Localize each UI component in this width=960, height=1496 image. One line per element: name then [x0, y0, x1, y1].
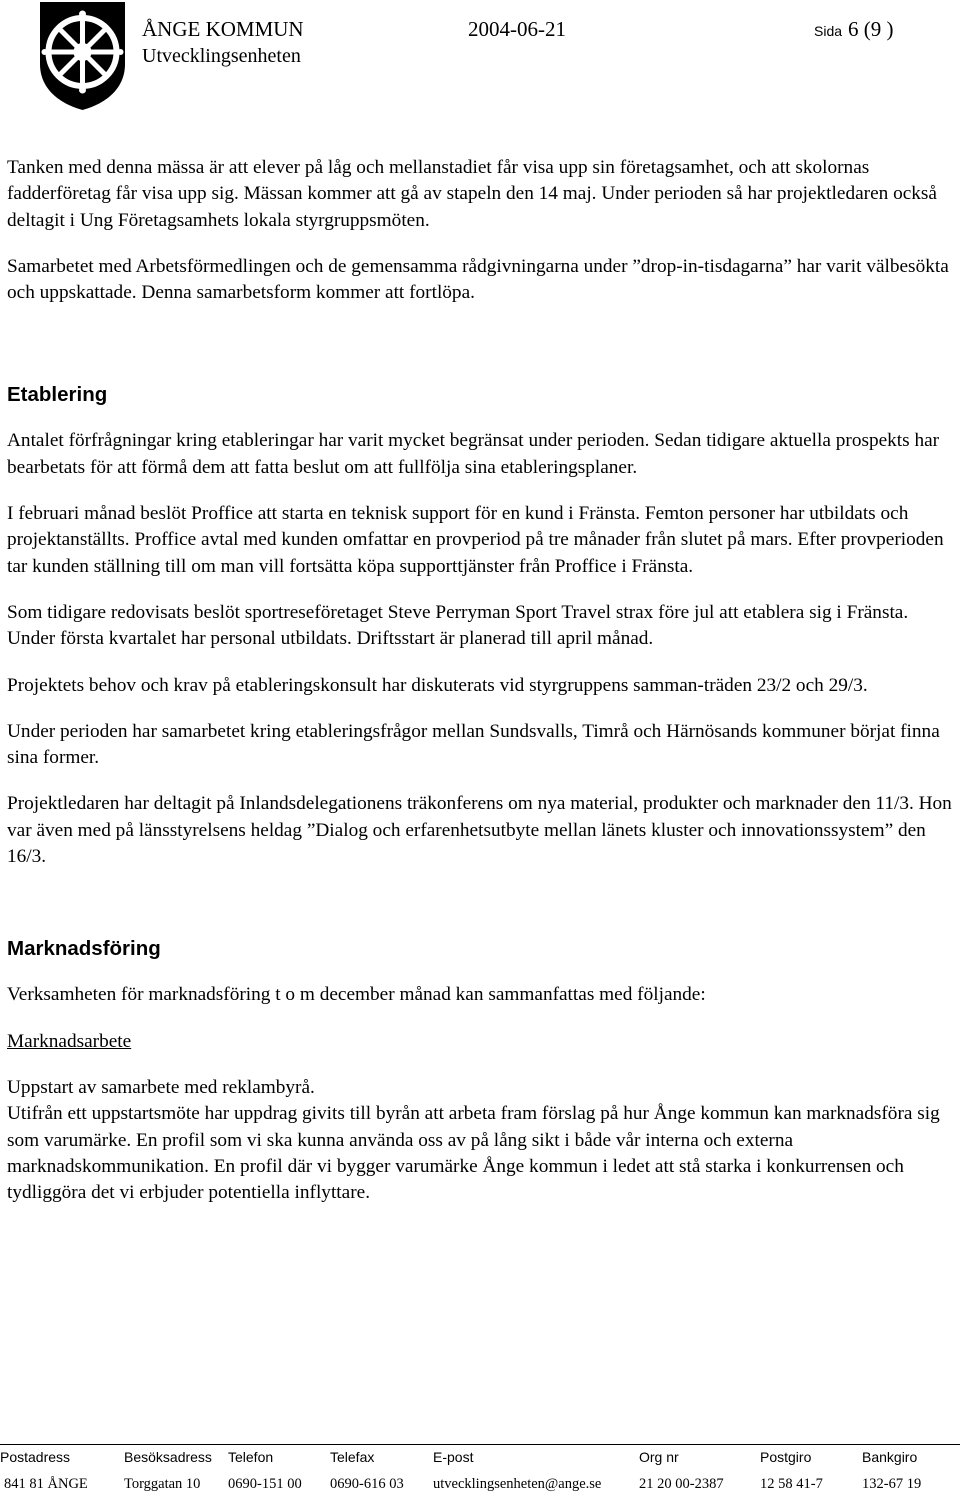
- footer-label: E-post: [433, 1449, 474, 1465]
- subheading-marknadsarbete: Marknadsarbete: [7, 1030, 132, 1052]
- footer-fax: 0690-616 03: [330, 1476, 404, 1492]
- paragraph: I februari månad beslöt Proffice att starta en teknisk support för en kund i Fränsta. Femton personer har utbildats och projektanställts. Proffice avtal med kunden omfattar en provperiod på tre månader från slutet på mars. Efter provperioden tar kunden ställning till om man vill fortsätta köpa supporttjänster från Proffice i Fränsta.: [7, 503, 944, 577]
- footer-label: Bankgiro: [862, 1449, 918, 1465]
- footer-label: Besöksadress: [124, 1449, 212, 1465]
- paragraph: Som tidigare redovisats beslöt sportreseföretaget Steve Perryman Sport Travel strax före jul att etablera sig i Fränsta. Under första kvartalet har personal utbildats. Driftsstart är planerad till april månad.: [7, 601, 909, 650]
- section-heading-etablering: Etablering: [7, 383, 108, 407]
- paragraph: Under perioden har samarbetet kring etableringsfrågor mellan Sundsvalls, Timrå och Härnösands kommuner börjat finna sina former.: [7, 720, 940, 769]
- footer-phone: 0690-151 00: [228, 1476, 302, 1492]
- footer-label: Org nr: [639, 1449, 679, 1465]
- section-heading-marknadsforing: Marknadsföring: [7, 937, 161, 961]
- footer-visit-address: Torggatan 10: [124, 1476, 201, 1492]
- footer-label: Postadress: [0, 1449, 71, 1465]
- footer-bankgiro: 132-67 19: [862, 1476, 922, 1492]
- page-label: Sida: [814, 23, 843, 39]
- paragraph: Projektets behov och krav på etableringskonsult har diskuterats vid styrgruppens samman-träden 23/2 och 29/3.: [7, 674, 868, 696]
- paragraph: Utifrån ett uppstartsmöte har uppdrag givits till byrån att arbeta fram förslag på hur Ånge kommun kan marknadsföra sig som varumärke. En profil som vi ska kunna använda oss av på lång sikt i både vår interna och externa marknadskommunikation. En profil där vi bygger varumärke Ånge kommun i ledet att stå starka i konkurrensen och tydliggöra det vi erbjuder potentiella inflyttare.: [7, 1103, 940, 1204]
- footer-divider: [0, 1444, 960, 1445]
- paragraph: Antalet förfrågningar kring etableringar har varit mycket begränsat under perioden. Sedan tidigare aktuella prospekts har bearbetats för att förmå dem att fatta beslut om att fullfölja sina etableringsplaner.: [7, 430, 940, 478]
- footer-postal-address: 841 81 ÅNGE: [4, 1476, 88, 1492]
- footer-label: Telefon: [228, 1449, 274, 1465]
- footer-label: Telefax: [330, 1449, 375, 1465]
- footer-org-number: 21 20 00-2387: [639, 1476, 724, 1492]
- document-body: [7, 155, 952, 1226]
- coat-of-arms-logo-icon: [38, 0, 127, 112]
- document-date: 2004-06-21: [468, 17, 566, 41]
- page-number: 6 (9 ): [848, 17, 894, 41]
- footer-email-link[interactable]: utvecklingsenheten@ange.se: [433, 1476, 602, 1492]
- organization-name: ÅNGE KOMMUN: [142, 17, 304, 41]
- footer-label: Postgiro: [760, 1449, 812, 1465]
- department-name: Utvecklingsenheten: [142, 45, 301, 67]
- paragraph: Projektledaren har deltagit på Inlandsdelegationens träkonferens om nya material, produkter och marknader den 11/3. Hon var även med på länsstyrelsens heldag ”Dialog och erfarenhetsutbyte mellan länets kluster och innovationssystem” den 16/3.: [7, 793, 952, 868]
- paragraph: Verksamheten för marknadsföring t o m december månad kan sammanfattas med följande:: [7, 984, 706, 1006]
- paragraph: Tanken med denna mässa är att elever på låg och mellanstadiet får visa upp sin företagsamhet, och att skolornas fadderföretag får visa upp sig. Mässan kommer att gå av stapeln den 14 maj. Under perioden så har projektledaren också deltagit i Ung Företagsamhets lokala styrgruppsmöten.: [7, 157, 937, 231]
- paragraph: Samarbetet med Arbetsförmedlingen och de gemensamma rådgivningarna under ”drop-in-tisdagarna” har varit välbesökta och uppskattade. Denna samarbetsform kommer att fortlöpa.: [7, 255, 949, 304]
- paragraph: Uppstart av samarbete med reklambyrå.: [7, 1076, 315, 1098]
- page-indicator: [814, 14, 894, 46]
- footer-postgiro: 12 58 41-7: [760, 1476, 823, 1492]
